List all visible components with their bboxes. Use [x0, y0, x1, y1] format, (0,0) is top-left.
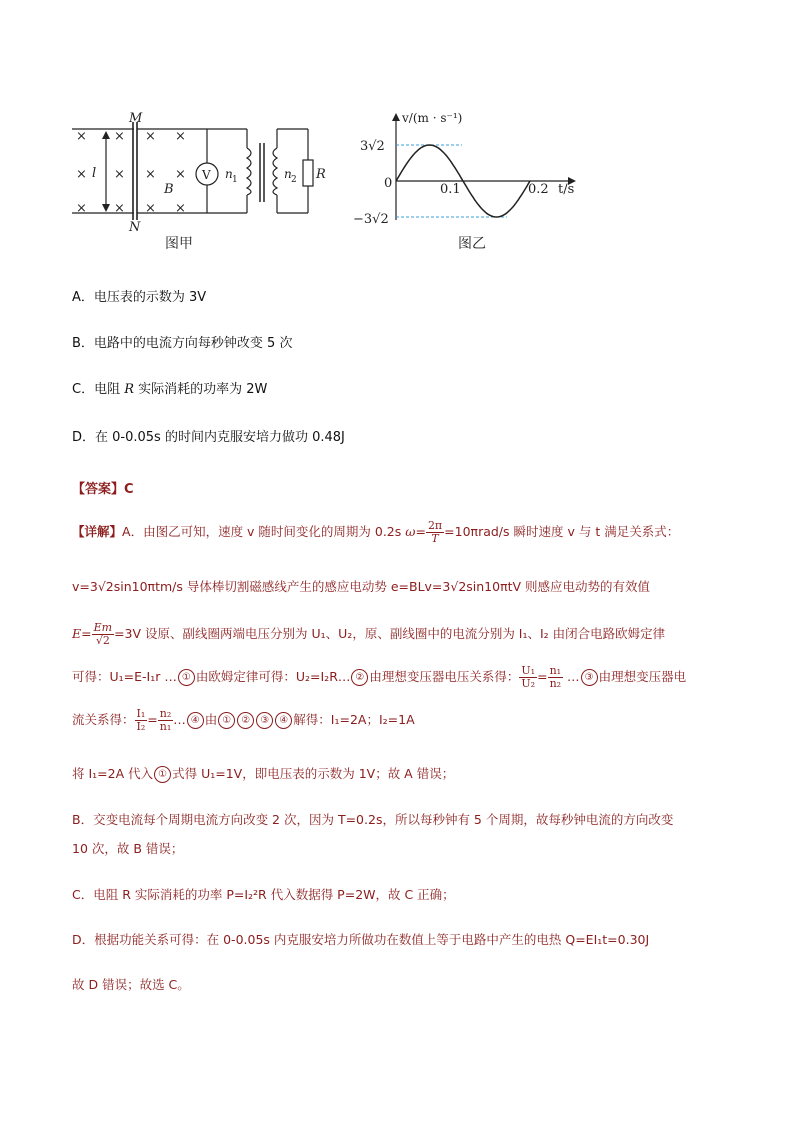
cross-mark: × [76, 201, 87, 216]
detail-head: 【详解】 [72, 524, 123, 539]
graph-ylabel: v/(m · s⁻¹) [402, 111, 463, 125]
detail-line-9: C．电阻 R 实际消耗的功率 P=I₂²R 代入数据得 P=2W，故 C 正确； [72, 887, 455, 902]
voltmeter-label: V [202, 168, 211, 182]
figure-caption-yi: 图乙 [458, 236, 486, 252]
option-d: D．在 0-0.05s 的时间内克服安培力做功 0.48J [72, 430, 345, 445]
detail-line-8: 10 次，故 B 错误； [72, 841, 184, 856]
cross-mark: × [175, 129, 186, 144]
x-tick-2: 0.2 [528, 182, 549, 197]
graph-xlabel: t/s [558, 182, 575, 197]
answer-line [72, 478, 134, 497]
answer-value: C [124, 482, 134, 497]
label-N: N [129, 220, 141, 235]
y-tick-zero: 0 [384, 176, 393, 191]
detail-line-5: 流关系得： $\frac{\text{I₁}}{\text{I₂}}$ = $\frac{\text{n₂}}{\text{n₁}}$ … ④ 由 ① ② ③ ④ 解得：I₁=2A；I₂=1A [72, 707, 415, 733]
label-B: B [164, 182, 174, 197]
circuit-figure [72, 110, 342, 255]
label-M: M [129, 111, 143, 126]
detail-line-11: 故 D 错误；故选 C。 [72, 977, 190, 992]
label-n1-sub: 1 [232, 175, 238, 185]
label-n2-sub: 2 [291, 175, 297, 185]
option-c-var: R [124, 382, 135, 397]
cross-mark: × [145, 201, 156, 216]
cross-mark: × [175, 167, 186, 182]
label-n2: n [284, 167, 292, 181]
cross-mark: × [114, 129, 125, 144]
label-R: R [316, 167, 326, 182]
answer-label: 【答案】 [72, 482, 125, 497]
detail-line-10: D．根据功能关系可得：在 0-0.05s 内克服安培力所做功在数值上等于电路中产生的电热 Q=EI₁t=0.30J [72, 932, 650, 947]
x-tick-1: 0.1 [440, 182, 461, 197]
velocity-time-graph [352, 108, 592, 233]
label-l: l [92, 166, 97, 181]
detail-line-7: B．交变电流每个周期电流方向改变 2 次，因为 T=0.2s，所以每秒钟有 5 个周期，故每秒钟电流的方向改变 [72, 812, 674, 827]
cross-mark: × [145, 129, 156, 144]
option-c-post: 实际消耗的功率为 2W [134, 382, 268, 397]
detail-line-1: 【详解】A．由图乙可知，速度 v 随时间变化的周期为 0.2s ω= $\frac{2\pi}{T}$ =10πrad/s 瞬时速度 v 与 t 满足关系式： [72, 519, 680, 545]
y-tick-pos: 3√2 [360, 139, 385, 154]
cross-mark: × [175, 201, 186, 216]
label-n1: n [225, 167, 233, 181]
option-b: B．电路中的电流方向每秒钟改变 5 次 [72, 336, 293, 351]
cross-mark: × [114, 167, 125, 182]
cross-mark: × [145, 167, 156, 182]
detail-line-4: 可得：U₁=E-I₁r … ① 由欧姆定律可得：U₂=I₂R… ② 由理想变压器电压关系得： $\frac{\text{U₁}}{\text{U₂}}$ = $\frac{\text{n₁}}{\text{n₂}}$ … ③ 由理想变压器电 [72, 664, 687, 690]
detail-line-2: v=3√2sin10πtm/s 导体棒切割磁感线产生的感应电动势 e=BLv=3√2sin10πtV 则感应电动势的有效值 [72, 579, 651, 594]
detail-line-3: E= $\frac{Em}{√2}$ =3V 设原、副线圈两端电压分别为 U₁、U₂，原、副线圈中的电流分别为 I₁、I₂ 由闭合电路欧姆定律 [72, 621, 666, 647]
figure-caption-jia: 图甲 [165, 236, 193, 252]
detail-line-6: 将 I₁=2A 代入 ① 式得 U₁=1V，即电压表的示数为 1V；故 A 错误； [72, 766, 455, 781]
cross-mark: × [76, 167, 87, 182]
cross-mark: × [76, 129, 87, 144]
y-tick-neg: −3√2 [353, 212, 389, 227]
option-c-pre: C．电阻 [72, 382, 125, 397]
option-a: A．电压表的示数为 3V [72, 290, 207, 305]
option-c [72, 378, 267, 397]
cross-mark: × [114, 201, 125, 216]
